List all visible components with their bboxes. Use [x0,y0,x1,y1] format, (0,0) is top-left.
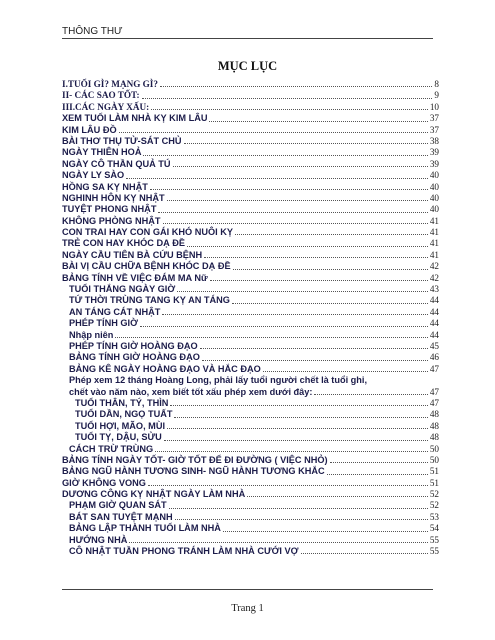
toc-entry-page-number: 8 [434,78,439,89]
dot-leader [232,303,428,304]
toc-entry-page-number: 40 [429,192,439,203]
dot-leader [151,109,428,110]
dot-leader [209,121,427,122]
toc-entry[interactable] [62,375,439,398]
toc-entry-page-number: 47 [429,363,439,374]
toc-entry[interactable] [62,444,439,455]
toc-entry-label: CÔ NHẬT TUẦN PHONG TRÁNH LÀM NHÀ CƯỚI VỢ [69,546,299,557]
toc-entry[interactable] [62,432,439,443]
toc-entry-label: Nhập niên [69,329,114,340]
dot-leader [174,417,427,418]
toc-entry-page-number: 42 [429,261,439,272]
toc-entry[interactable] [62,398,439,409]
page-footer: Trang 1 [231,603,264,614]
toc-entry-page-number: 44 [429,306,439,317]
toc-entry-page-number: 43 [429,284,439,295]
toc-entry-label: AN TÁNG CÁT NHẬT [69,306,161,317]
toc-entry[interactable] [62,409,439,420]
dot-leader [126,178,428,179]
toc-entry[interactable] [62,523,439,534]
toc-entry[interactable] [62,90,439,101]
toc-entry-label: BẢNG TÍNH VỀ VIỆC ĐÁM MA Nữ [62,272,208,283]
toc-entry-page-number: 39 [429,158,439,169]
toc-entry-label: CON TRAI HAY CON GÁI KHÓ NUÔI KỴ [62,227,234,238]
dot-leader [140,326,428,327]
toc-entry[interactable] [62,364,439,375]
toc-entry[interactable] [62,478,439,489]
toc-entry-label: TUỔI DẦN, NGỌ TUẤT [75,409,173,420]
toc-entry-page-number: 40 [429,204,439,215]
dot-leader [170,405,427,406]
toc-entry-label: PHÉP TÍNH GIỜ [69,318,138,329]
dot-leader [235,234,428,235]
toc-entry-page-number: 40 [429,170,439,181]
toc-entry[interactable] [62,125,439,136]
dot-leader [233,269,428,270]
toc-entry-page-number: 44 [429,318,439,329]
dot-leader [187,246,428,247]
toc-entry[interactable] [62,512,439,523]
dot-leader [223,531,428,532]
toc-entry-label: PHÉP TÍNH GIỜ HOÀNG ĐẠO [69,340,198,351]
toc-entry[interactable] [62,330,439,341]
dot-leader [247,496,428,497]
toc-entry[interactable] [62,227,439,238]
dot-leader [143,155,427,156]
toc-entry-label: TỨ THỜI TRÙNG TANG KỴ AN TÁNG [69,295,230,306]
toc-entry-page-number: 41 [429,227,439,238]
dot-leader [119,132,428,133]
dot-leader [155,451,428,452]
toc-entry-page-number: 53 [429,511,439,522]
dot-leader [327,474,428,475]
dot-leader [184,143,428,144]
toc-entry-page-number: 40 [429,181,439,192]
toc-entry[interactable] [62,455,439,466]
toc-entry[interactable] [62,79,439,90]
toc-entry-page-number: 47 [429,386,439,397]
toc-entry[interactable] [62,216,439,227]
toc-entry-page-number: 44 [429,295,439,306]
toc-entry-label: PHẠM GIỜ QUAN SÁT [69,500,167,511]
toc-entry-page-number: 52 [429,489,439,500]
toc-entry-label: BẢNG LẬP THÀNH TUỔI LÀM NHÀ [69,523,221,534]
toc-entry[interactable] [62,238,439,249]
dot-leader [200,348,428,349]
toc-entry[interactable] [62,113,439,124]
footer-divider [62,589,433,590]
dot-leader [162,314,427,315]
toc-entry[interactable] [62,147,439,158]
toc-entry[interactable] [62,421,439,432]
toc-entry[interactable] [62,250,439,261]
toc-entry-label: chết vào năm nào, xem biết tốt xấu phép xem dưới đây: [69,386,313,397]
toc-entry[interactable] [62,318,439,329]
toc-entry-page-number: 50 [429,443,439,454]
toc-entry-page-number: 51 [429,466,439,477]
toc-entry-page-number: 54 [429,523,439,534]
toc-entry-label: TUỔI THÂN, TÝ, THÌN [75,397,169,408]
toc-entry-page-number: 41 [429,215,439,226]
toc-entry-page-number: 48 [429,420,439,431]
toc-entry-label: TUYỆT PHONG NHẬT [62,204,157,215]
toc-entry[interactable] [62,535,439,546]
toc-entry-label: BÀI VỊ CẦU CHỮA BỆNH KHÓC DẠ ĐỀ [62,261,231,272]
dot-leader [175,519,428,520]
toc-entry-page-number: 41 [429,249,439,260]
toc-entry-label: KHÔNG PHÒNG NHẬT [62,215,161,226]
toc-entry-page-number: 9 [434,90,439,101]
toc-entry-label: HỒNG SA KỴ NHẬT [62,181,148,192]
dot-leader [115,337,427,338]
toc-entry[interactable] [62,170,439,181]
toc-entry-page-number: 55 [429,546,439,557]
toc-entry-page-number: 48 [429,432,439,443]
dot-leader [169,508,428,509]
toc-entry-page-number: 55 [429,534,439,545]
toc-entry-page-number: 41 [429,238,439,249]
toc-entry[interactable] [62,489,439,500]
header-divider [62,38,433,39]
toc-entry-label: BÀI THƠ THỤ TỬ-SÁT CHỦ [62,135,182,146]
toc-entry[interactable] [62,136,439,147]
toc-entry-label: XEM TUỔI LÀM NHÀ KỴ KIM LÂU [62,113,208,124]
toc-entry-page-number: 51 [429,477,439,488]
toc-entry-label: BÁT SAN TUYỆT MẠNH [69,511,173,522]
toc-entry-label: II- CÁC SAO TỐT: [62,90,140,101]
toc-entry-label: HƯỚNG NHÀ [69,534,128,545]
toc-entry-label: NGÀY LY SÀO [62,170,125,181]
dot-leader [314,394,427,395]
toc-entry-page-number: 10 [429,101,439,112]
toc-entry[interactable] [62,466,439,477]
toc-entry[interactable] [62,193,439,204]
toc-entry[interactable] [62,307,439,318]
toc-entry[interactable] [62,261,439,272]
toc-entry-label: III.CÁC NGÀY XẤU: [62,101,150,112]
table-of-contents [62,79,439,557]
toc-entry-label: NGÀY CẦU TIÊN BÀ CỨU BỆNH [62,249,203,260]
toc-entry-page-number: 46 [429,352,439,363]
toc-entry[interactable] [62,341,439,352]
dot-leader [167,200,428,201]
toc-entry-label: I.TUỔI GÌ? MẠNG GÌ? [62,78,158,89]
toc-entry-label: CÁCH TRỪ TRÙNG [69,443,154,454]
toc-entry-label: NGÀY CÔ THẦN QUẢ TÚ [62,158,171,169]
toc-entry[interactable] [62,102,439,113]
toc-entry-page-number: 37 [429,124,439,135]
toc-entry-label: NGÀY THIÊN HOẢ [62,147,142,158]
toc-entry-label: TUỔI THẮNG NGÀY GIỜ [69,284,176,295]
toc-entry-label: BẢNG TÍNH GIỜ HOÀNG ĐẠO [69,352,200,363]
dot-leader [263,371,428,372]
toc-entry-label: GIỜ KHÔNG VONG [62,477,146,488]
toc-entry-page-number: 38 [429,135,439,146]
toc-entry[interactable] [62,352,439,363]
toc-entry-page-number: 47 [429,397,439,408]
dot-leader [148,485,428,486]
dot-leader [150,189,428,190]
toc-entry-label: BẢNG KÊ NGÀY HOÀNG ĐẠO VÀ HẮC ĐẠO [69,363,261,374]
toc-entry-page-number: 39 [429,147,439,158]
dot-leader [301,553,428,554]
dot-leader [158,212,427,213]
toc-entry[interactable] [62,204,439,215]
toc-entry-row [69,387,439,398]
dot-leader [177,291,428,292]
dot-leader [210,280,428,281]
toc-entry-label: KIM LÂU ĐỒ [62,124,117,135]
dot-leader [160,86,432,87]
dot-leader [330,462,428,463]
toc-entry[interactable] [62,182,439,193]
dot-leader [142,98,433,99]
toc-entry[interactable] [62,500,439,511]
toc-entry[interactable] [62,546,439,557]
toc-entry-label: NGHINH HÔN KỴ NHẬT [62,192,165,203]
toc-entry[interactable] [62,273,439,284]
toc-entry-label-line: Phép xem 12 tháng Hoàng Long, phải lấy tuổi người chết là tuổi ghi, [69,375,368,386]
running-header: THÔNG THƯ [62,26,123,37]
toc-entry-page-number: 52 [429,500,439,511]
dot-leader [129,542,427,543]
dot-leader [167,428,428,429]
toc-entry-page-number: 50 [429,454,439,465]
toc-entry-page-number: 37 [429,113,439,124]
toc-entry-page-number: 45 [429,340,439,351]
toc-entry-label: TUỔI TỴ, DẬU, SỬU [75,432,162,443]
toc-entry-page-number: 44 [429,329,439,340]
dot-leader [164,440,428,441]
toc-entry-page-number: 42 [429,272,439,283]
toc-entry[interactable] [62,284,439,295]
toc-entry[interactable] [62,159,439,170]
toc-entry-label: BẢNG TÍNH NGÀY TỐT- GIỜ TỐT ĐỂ ĐI ĐƯỜNG ( VIỆC NHỎ) [62,454,328,465]
toc-entry-label: TUỔI HỢI, MÃO, MÙI [75,420,166,431]
toc-entry-label: TRẺ CON HAY KHÓC DẠ ĐỀ [62,238,186,249]
toc-entry-page-number: 48 [429,409,439,420]
toc-entry-label: DƯƠNG CÔNG KỴ NHẬT NGÀY LÀM NHÀ [62,489,246,500]
dot-leader [202,360,428,361]
dot-leader [173,166,428,167]
dot-leader [204,257,428,258]
toc-entry[interactable] [62,295,439,306]
page-title: MỤC LỤC [217,59,278,73]
dot-leader [163,223,428,224]
toc-entry-label: BẢNG NGŨ HÀNH TƯƠNG SINH- NGŨ HÀNH TƯƠNG KHẮC [62,466,325,477]
